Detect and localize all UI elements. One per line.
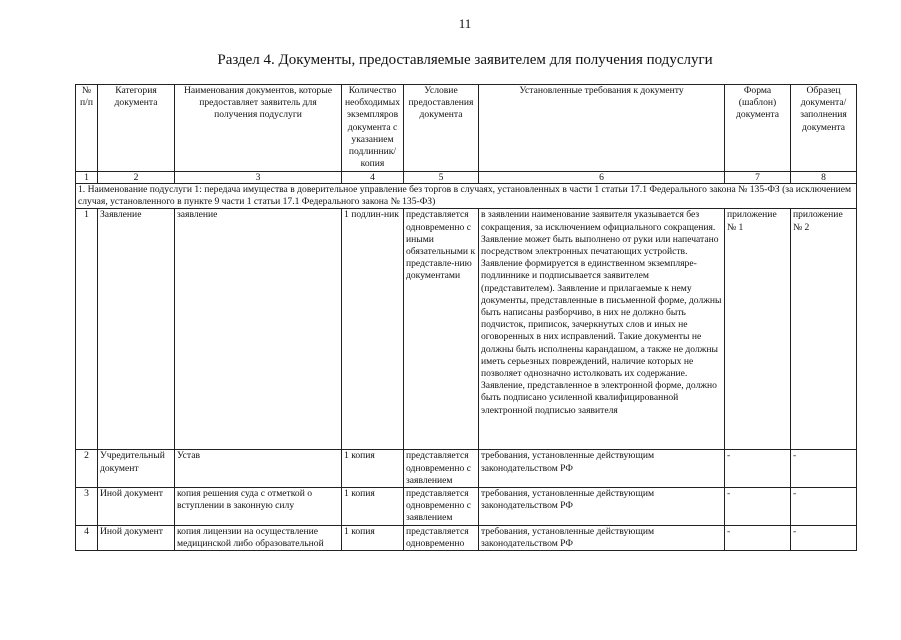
column-number: 4 <box>342 172 404 184</box>
row-form: - <box>725 526 791 551</box>
column-number-row <box>76 172 857 184</box>
column-number: 8 <box>791 172 857 184</box>
column-number: 2 <box>98 172 175 184</box>
row-copies: 1 копия <box>342 488 404 526</box>
row-number: 1 <box>76 209 98 450</box>
row-form: приложение № 1 <box>725 209 791 450</box>
header-cell-num: № п/п <box>76 85 98 172</box>
row-number: 3 <box>76 488 98 526</box>
subservice-row <box>76 184 857 209</box>
table-row <box>76 450 857 488</box>
header-cell-requirements: Установленные требования к документу <box>479 85 725 172</box>
header-cell-doc-name: Наименования документов, которые предоставляет заявитель для получения подуслуги <box>175 85 342 172</box>
row-condition: представляется одновременно с заявлением <box>404 450 479 488</box>
column-number: 5 <box>404 172 479 184</box>
column-number: 1 <box>76 172 98 184</box>
row-requirements: требования, установленные действующим законодательством РФ <box>479 526 725 551</box>
subservice-name: 1. Наименование подуслуги 1: передача имущества в доверительное управление без торгов в случаях, установленных в части 1 статьи 17.1 Федерального закона № 135-ФЗ (за исключением случая, установленного в пункте 9 части 1 статьи 17.1 Федерального закона № 135-ФЗ) <box>76 184 857 209</box>
row-doc-name: Устав <box>175 450 342 488</box>
column-number: 3 <box>175 172 342 184</box>
table-row <box>76 209 857 450</box>
column-number: 6 <box>479 172 725 184</box>
header-cell-condition: Условие предоставления документа <box>404 85 479 172</box>
header-cell-form: Форма (шаблон) документа <box>725 85 791 172</box>
row-copies: 1 подлин-ник <box>342 209 404 450</box>
row-sample: - <box>791 526 857 551</box>
table-row <box>76 526 857 551</box>
row-category: Учредительный документ <box>98 450 175 488</box>
row-category: Иной документ <box>98 488 175 526</box>
row-number: 4 <box>76 526 98 551</box>
row-condition: представляется одновременно с иными обязательными к представле-нию документами <box>404 209 479 450</box>
row-requirements: в заявлении наименование заявителя указывается без сокращения, за исключением официального сокращения. Заявление может быть выполнено от руки или напечатано посредством электронных печатающих устройств. Заявление формируется в единственном экземпляре-подлиннике и подписывается заявителем (представителем). Заявление и прилагаемые к нему документы, представленные в письменной форме, должны быть написаны разборчиво, в них не должно быть подчисток, приписок, зачеркнутых слов и иных не оговоренных в них исправлений. Такие документы не должны быть исполнены карандашом, а также не должны иметь серьезных повреждений, наличие которых не позволяет однозначно истолковать их содержание. Заявление, представленное в электронной форме, должно быть подписано усиленной квалифицированной электронной подписью заявителя <box>479 209 725 450</box>
row-condition: представляется одновременно с заявлением <box>404 488 479 526</box>
row-form: - <box>725 450 791 488</box>
header-cell-category: Категория документа <box>98 85 175 172</box>
table-row <box>76 488 857 526</box>
row-doc-name: копия решения суда с отметкой о вступлении в законную силу <box>175 488 342 526</box>
row-category: Иной документ <box>98 526 175 551</box>
section-title: Раздел 4. Документы, предоставляемые заявителем для получения подуслуги <box>217 52 713 68</box>
row-number: 2 <box>76 450 98 488</box>
header-row <box>76 85 857 172</box>
row-sample: - <box>791 488 857 526</box>
page-number: 11 <box>458 16 472 31</box>
column-number: 7 <box>725 172 791 184</box>
header-cell-sample: Образец документа/ заполнения документа <box>791 85 857 172</box>
row-doc-name: заявление <box>175 209 342 450</box>
row-condition: представляется одновременно <box>404 526 479 551</box>
row-sample: приложение № 2 <box>791 209 857 450</box>
row-requirements: требования, установленные действующим законодательством РФ <box>479 488 725 526</box>
header-cell-copies: Количество необходимых экземпляров документа с указанием подлинник/ копия <box>342 85 404 172</box>
documents-table <box>75 84 857 551</box>
row-doc-name: копия лицензии на осуществление медицинской либо образовательной <box>175 526 342 551</box>
row-requirements: требования, установленные действующим законодательством РФ <box>479 450 725 488</box>
row-sample: - <box>791 450 857 488</box>
row-copies: 1 копия <box>342 450 404 488</box>
row-form: - <box>725 488 791 526</box>
row-category: Заявление <box>98 209 175 450</box>
row-copies: 1 копия <box>342 526 404 551</box>
